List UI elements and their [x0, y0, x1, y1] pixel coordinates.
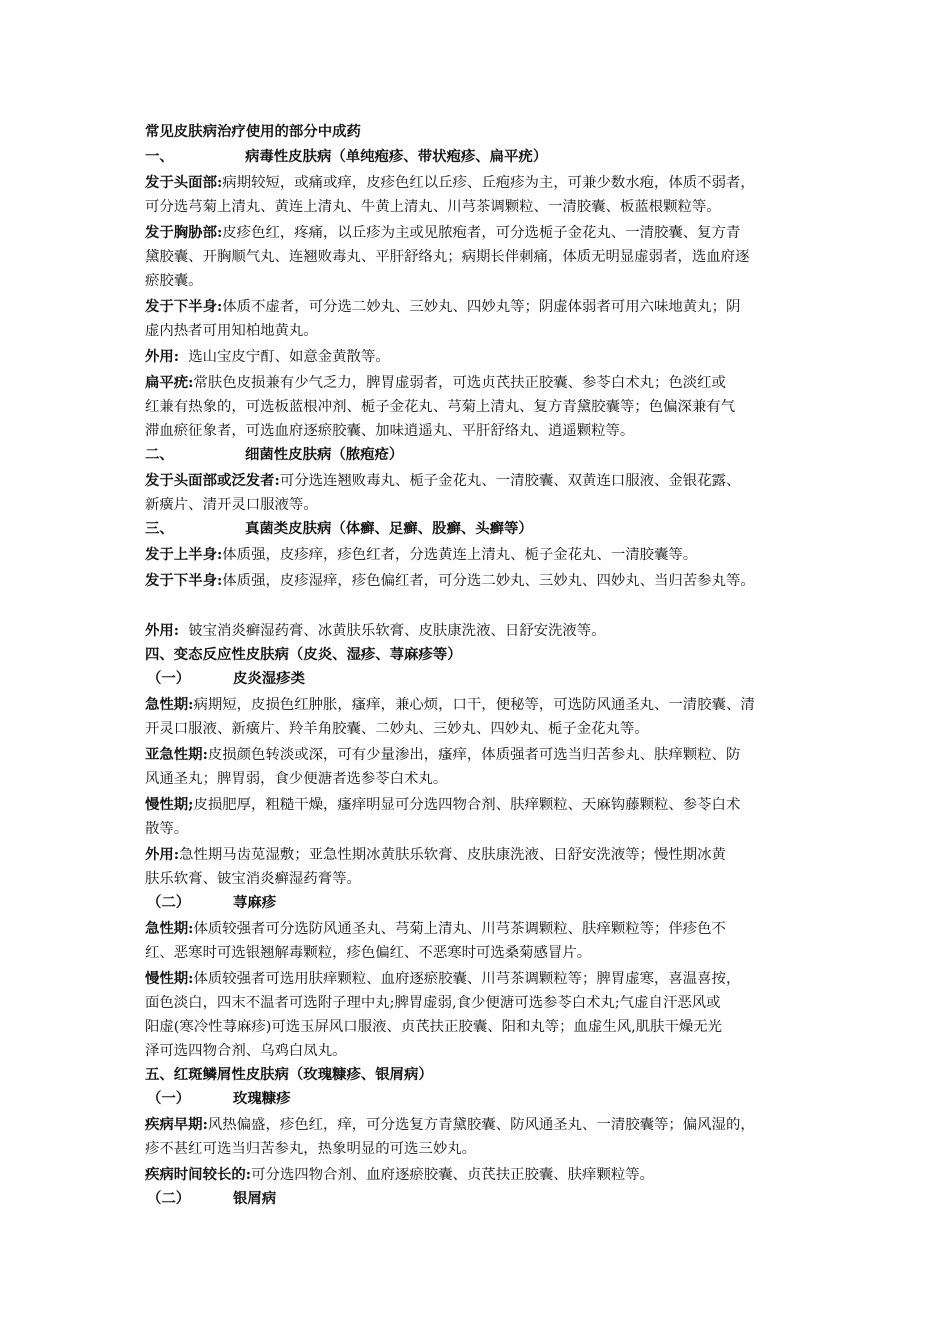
paragraph-label: 疾病早期:: [145, 1116, 208, 1133]
paragraph-upper-body: [145, 543, 825, 567]
paragraph-text: 开灵口服液、新癀片、羚羊角胶囊、二妙丸、三妙丸、四妙丸、栀子金花丸等。: [145, 721, 649, 737]
paragraph-external: [145, 345, 825, 369]
paragraph-subacute: [145, 743, 825, 791]
section-number: 三、: [145, 520, 174, 537]
paragraph-text: 常肤色皮损兼有少气乏力，脾胃虚弱者，可选贞芪扶正胶囊、参苓白术丸；色淡红或: [193, 375, 726, 391]
subsection-number: （一）: [147, 1090, 191, 1107]
paragraph-text: 体质强，皮疹痒，疹色红者，分选黄连上清丸、栀子金花丸、一清胶囊等。: [222, 547, 698, 563]
paragraph-text: 可分选连翘败毒丸、栀子金花丸、一清胶囊、双黄连口服液、金银花露、: [279, 473, 741, 489]
paragraph-text: 泽可选四物合剂、乌鸡白凤丸。: [145, 1043, 347, 1059]
paragraph-label: 发于胸胁部:: [145, 224, 223, 241]
paragraph-text: 黛胶囊、开胸顺气丸、连翘败毒丸、平肝舒络丸；病期长伴刺痛，体质无明显虚弱者，选血府逐: [145, 249, 750, 265]
subsection-title: 银屑病: [233, 1190, 277, 1207]
paragraph-chronic: [145, 793, 825, 841]
paragraph-label: 发于下半身:: [145, 298, 223, 315]
paragraph-text: 风热偏盛，疹色红，痒，可分选复方青黛胶囊、防风通圣丸、一清胶囊等；偏风湿的，: [207, 1117, 755, 1133]
paragraph-text: 瘀胶囊。: [145, 273, 203, 289]
paragraph-text: 体质强，皮疹湿痒，疹色偏红者，可分选二妙丸、三妙丸、四妙丸、当归苦参丸等。: [222, 573, 755, 589]
paragraph-label: 疾病时间较长的:: [145, 1166, 252, 1183]
section-heading-papulosquamous: 五、红斑鳞屑性皮肤病（玫瑰糠疹、银屑病）: [145, 1066, 433, 1083]
paragraph-external-fungal: [145, 619, 825, 643]
paragraph-text: 皮损肥厚，粗糙干燥，瘙痒明显可分选四物合剂、肤痒颗粒、天麻钩藤颗粒、参苓白术: [193, 797, 741, 813]
subsection-number: （二）: [147, 894, 191, 911]
paragraph-urticaria-chronic: [145, 967, 825, 1063]
subsection-heading-pityriasis-rosea: [145, 1087, 825, 1111]
paragraph-urticaria-acute: [145, 917, 825, 965]
paragraph-text: 新癀片、清开灵口服液等。: [145, 497, 318, 513]
document-page: [145, 120, 825, 1211]
paragraph-text: 面色淡白，四末不温者可选附子理中丸;脾胃虚弱,食少便溏可选参苓白术丸;气虚自汗恶风或: [145, 995, 721, 1011]
paragraph-chest: [145, 221, 825, 293]
section-title: 细菌性皮肤病（脓疱疮）: [245, 446, 404, 463]
paragraph-text: 疹不甚红可选当归苦参丸，热象明显的可选三妙丸。: [145, 1141, 476, 1157]
paragraph-external-allergic: [145, 843, 825, 891]
paragraph-label: 慢性期;: [145, 796, 194, 813]
subsection-number: （二）: [147, 1190, 191, 1207]
paragraph-text: 阳虚(寒冷性荨麻疹)可选玉屏风口服液、贞芪扶正胶囊、阳和丸等；血虚生风,肌肤干燥无光: [145, 1019, 723, 1035]
paragraph-label: 外用:: [145, 622, 180, 639]
section-number: 一、: [145, 148, 174, 165]
subsection-title: 皮炎湿疹类: [233, 670, 305, 687]
paragraph-label: 扁平疣:: [145, 374, 194, 391]
paragraph-text: 红兼有热象的，可选板蓝根冲剂、栀子金花丸、芎菊上清丸、复方青黛胶囊等；色偏深兼有气: [145, 399, 736, 415]
paragraph-text: 可分选四物合剂、血府逐瘀胶囊、贞芪扶正胶囊、肤痒颗粒等。: [251, 1167, 655, 1183]
section-heading-allergic: 四、变态反应性皮肤病（皮炎、湿疹、荨麻疹等）: [145, 646, 462, 663]
subsection-heading-psoriasis: [145, 1187, 825, 1211]
paragraph-text: 可分选芎菊上清丸、黄连上清丸、牛黄上清丸、川芎茶调颗粒、一清胶囊、板蓝根颗粒等。: [145, 199, 721, 215]
paragraph-label: 发于头面部:: [145, 174, 223, 191]
section-title: 病毒性皮肤病（单纯疱疹、带状疱疹、扁平疣）: [245, 148, 548, 165]
paragraph-lower-body: [145, 295, 825, 343]
subsection-heading-urticaria: [145, 891, 825, 915]
paragraph-text: 皮损颜色转淡或深，可有少量渗出，瘙痒，体质强者可选当归苦参丸、肤痒颗粒、防: [207, 747, 741, 763]
section-heading-viral: [145, 145, 825, 169]
paragraph-label: 慢性期:: [145, 970, 194, 987]
paragraph-text: 虚内热者可用知柏地黄丸。: [145, 323, 318, 339]
paragraph-text: 病期较短，或痛或痒，皮疹色红以丘疹、丘疱疹为主，可兼少数水疱，体质不弱者，: [222, 175, 755, 191]
document-title: 常见皮肤病治疗使用的部分中成药: [145, 123, 361, 140]
paragraph-text: 散等。: [145, 821, 189, 837]
paragraph-text: 风通圣丸；脾胃弱，食少便溏者选参苓白术丸。: [145, 771, 448, 787]
section-heading-bacterial: [145, 443, 825, 467]
paragraph-label: 亚急性期:: [145, 746, 208, 763]
paragraph-flat-wart: [145, 371, 825, 443]
subsection-title: 玫瑰糠疹: [233, 1090, 291, 1107]
blank-line: [145, 593, 825, 617]
paragraph-text: 体质较强者可分选防风通圣丸、芎菊上清丸、川芎茶调颗粒、肤痒颗粒等；伴疹色不: [193, 921, 726, 937]
paragraph-text: 肤乐软膏、铍宝消炎癣湿药膏等。: [145, 871, 361, 887]
subsection-title: 荨麻疹: [233, 894, 277, 911]
paragraph-early-stage: [145, 1113, 825, 1161]
paragraph-text: 病期短，皮损色红肿胀，瘙痒，兼心烦，口干，便秘等，可选防风通圣丸、一清胶囊、清: [193, 697, 755, 713]
paragraph-label: 发于上半身:: [145, 546, 223, 563]
paragraph-lower-body-fungal: [145, 569, 825, 593]
section-heading-fungal: [145, 517, 825, 541]
paragraph-text: 红、恶寒时可选银翘解毒颗粒，疹色偏红、不恶寒时可选桑菊感冒片。: [145, 945, 592, 961]
paragraph-text: 选山宝皮宁酊、如意金黄散等。: [188, 349, 390, 365]
paragraph-text: 皮疹色红，疼痛，以丘疹为主或见脓疱者，可分选栀子金花丸、一清胶囊、复方青: [222, 225, 741, 241]
paragraph-head-face: [145, 171, 825, 219]
paragraph-label: 发于头面部或泛发者:: [145, 472, 280, 489]
section-number: 二、: [145, 446, 174, 463]
paragraph-text: 铍宝消炎癣湿药膏、冰黄肤乐软膏、皮肤康洗液、日舒安洗液等。: [188, 623, 606, 639]
subsection-heading-dermatitis: [145, 667, 825, 691]
paragraph-text: 急性期马齿苋湿敷；亚急性期冰黄肤乐软膏、皮肤康洗液、日舒安洗液等；慢性期冰黄: [179, 847, 726, 863]
paragraph-acute: [145, 693, 825, 741]
paragraph-head-generalized: [145, 469, 825, 517]
paragraph-text: 体质较强者可选用肤痒颗粒、血府逐瘀胶囊、川芎茶调颗粒等；脾胃虚寒，喜温喜按，: [193, 971, 741, 987]
paragraph-label: 外用:: [145, 846, 180, 863]
paragraph-label: 急性期:: [145, 920, 194, 937]
paragraph-text: 滞血瘀征象者，可选血府逐瘀胶囊、加味逍遥丸、平肝舒络丸、逍遥颗粒等。: [145, 423, 635, 439]
section-title: 真菌类皮肤病（体癣、足癣、股癣、头癣等）: [245, 520, 533, 537]
paragraph-label: 外用:: [145, 348, 180, 365]
paragraph-long-duration: [145, 1163, 825, 1187]
paragraph-label: 发于下半身:: [145, 572, 223, 589]
paragraph-label: 急性期:: [145, 696, 194, 713]
paragraph-text: 体质不虚者，可分选二妙丸、三妙丸、四妙丸等；阴虚体弱者可用六味地黄丸；阴: [222, 299, 741, 315]
subsection-number: （一）: [147, 670, 191, 687]
